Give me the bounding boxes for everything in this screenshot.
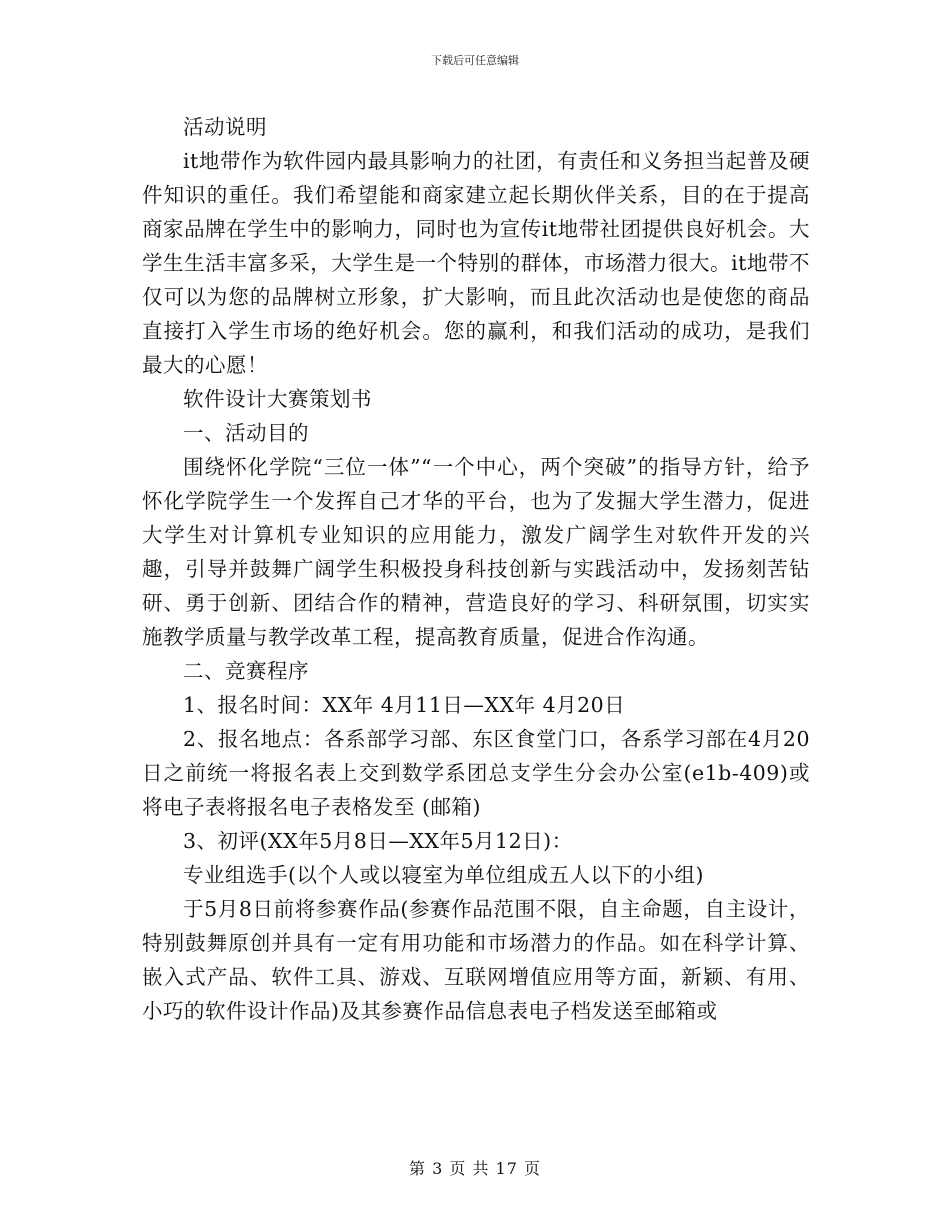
paragraph-submission: 于5月8日前将参赛作品(参赛作品范围不限，自主命题，自主设计，特别鼓舞原创并具有一定有用功能和市场潜力的作品。如在科学计算、嵌入式产品、软件工具、游戏、互联网增值应用等方面，新颖、有用、小巧的软件设计作品)及其参赛作品信息表电子档发送至邮箱或 <box>142 897 810 1023</box>
paragraph-activity-note-body: it地带作为软件园内最具影响力的社团，有责任和义务担当起普及硬件知识的重任。我们希望能和商家建立起长期伙伴关系，目的在于提高商家品牌在学生中的影响力，同时也为宣传it地带社团提供良好机会。大学生生活丰富多采，大学生是一个特别的群体，市场潜力很大。it地带不仅可以为您的品牌树立形象，扩大影响，而且此次活动也是使您的商品直接打入学生市场的绝好机会。您的赢利，和我们活动的成功，是我们最大的心愿！ <box>142 149 810 377</box>
section-heading-purpose: 一、活动目的 <box>183 421 309 445</box>
paragraph-professional-group: 专业组选手(以个人或以寝室为单位组成五人以下的小组) <box>183 863 704 887</box>
document-body <box>142 110 810 1028</box>
paragraph-activity-note-heading: 活动说明 <box>183 115 267 139</box>
paragraph-preliminary-review: 3、初评(XX年5月8日—XX年5月12日)： <box>183 829 573 853</box>
page-header-note: 下载后可任意编辑 <box>431 54 519 67</box>
section-heading-procedure: 二、竞赛程序 <box>183 659 309 683</box>
paragraph-purpose-body: 围绕怀化学院“三位一体”“一个中心，两个突破”的指导方针，给予怀化学院学生一个发挥自己才华的平台，也为了发掘大学生潜力，促进大学生对计算机专业知识的应用能力，激发广阔学生对软件开发的兴趣，引导并鼓舞广阔学生积极投身科技创新与实践活动中，发扬刻苦钻研、勇于创新、团结合作的精神，营造良好的学习、科研氛围，切实实施教学质量与教学改革工程，提高教育质量，促进合作沟通。 <box>142 455 810 649</box>
paragraph-registration-time: 1、报名时间：XX年 4月11日—XX年 4月20日 <box>183 693 626 717</box>
paragraph-registration-place: 2、报名地点：各系部学习部、东区食堂门口，各系学习部在4月20日之前统一将报名表上交到数学系团总支学生分会办公室(e1b-409)或将电子表将报名电子表格发至 (邮箱) <box>142 727 810 819</box>
paragraph-plan-title: 软件设计大赛策划书 <box>183 387 372 411</box>
page-number: 第 3 页 共 17 页 <box>409 1159 541 1178</box>
